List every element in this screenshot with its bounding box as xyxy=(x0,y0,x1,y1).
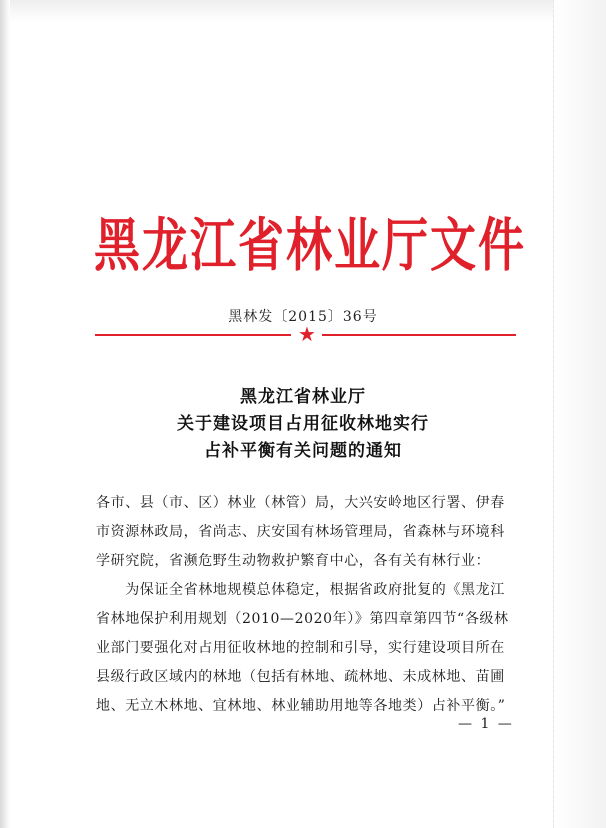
body-paragraph-line: 为保证全省林地规模总体稳定，根据省政府批复的《黑龙江 xyxy=(96,582,505,598)
body-paragraph-line: 省林地保护利用规划（2010—2020年）》第四章第四节“各级林 xyxy=(96,611,509,627)
body-paragraph-line: 各市、县（市、区）林业（林管）局，大兴安岭地区行署、伊春 xyxy=(96,495,505,511)
document-header-title: 黑龙江省林业厅文件 xyxy=(94,211,526,279)
red-divider-right xyxy=(322,334,516,336)
notice-title-line-3: 占补平衡有关问题的通知 xyxy=(204,441,402,461)
body-paragraph-line: 学研究院，省濒危野生动物救护繁育中心，各有关有林行业： xyxy=(96,553,491,569)
notice-title-line-2: 关于建设项目占用征收林地实行 xyxy=(177,414,429,434)
body-paragraph-line: 地、无立木林地、宜林地、林业辅助用地等各地类）占补平衡。” xyxy=(96,698,506,714)
body-paragraph-line: 业部门要强化对占用征收林地的控制和引导，实行建设项目所在 xyxy=(96,640,505,656)
body-paragraph-line: 县级行政区域内的林地（包括有林地、疏林地、未成林地、苗圃 xyxy=(96,669,505,685)
body-paragraph-line: 市资源林政局，省尚志、庆安国有林场管理局，省森林与环境科 xyxy=(96,524,505,540)
document-number: 黑林发〔2015〕36号 xyxy=(228,309,378,325)
scan-top-shadow xyxy=(0,0,606,22)
notice-title-line-1: 黑龙江省林业厅 xyxy=(240,387,366,407)
red-divider-left xyxy=(95,334,291,336)
red-star-icon: ★ xyxy=(298,322,316,346)
page-number: — 1 — xyxy=(458,716,514,732)
